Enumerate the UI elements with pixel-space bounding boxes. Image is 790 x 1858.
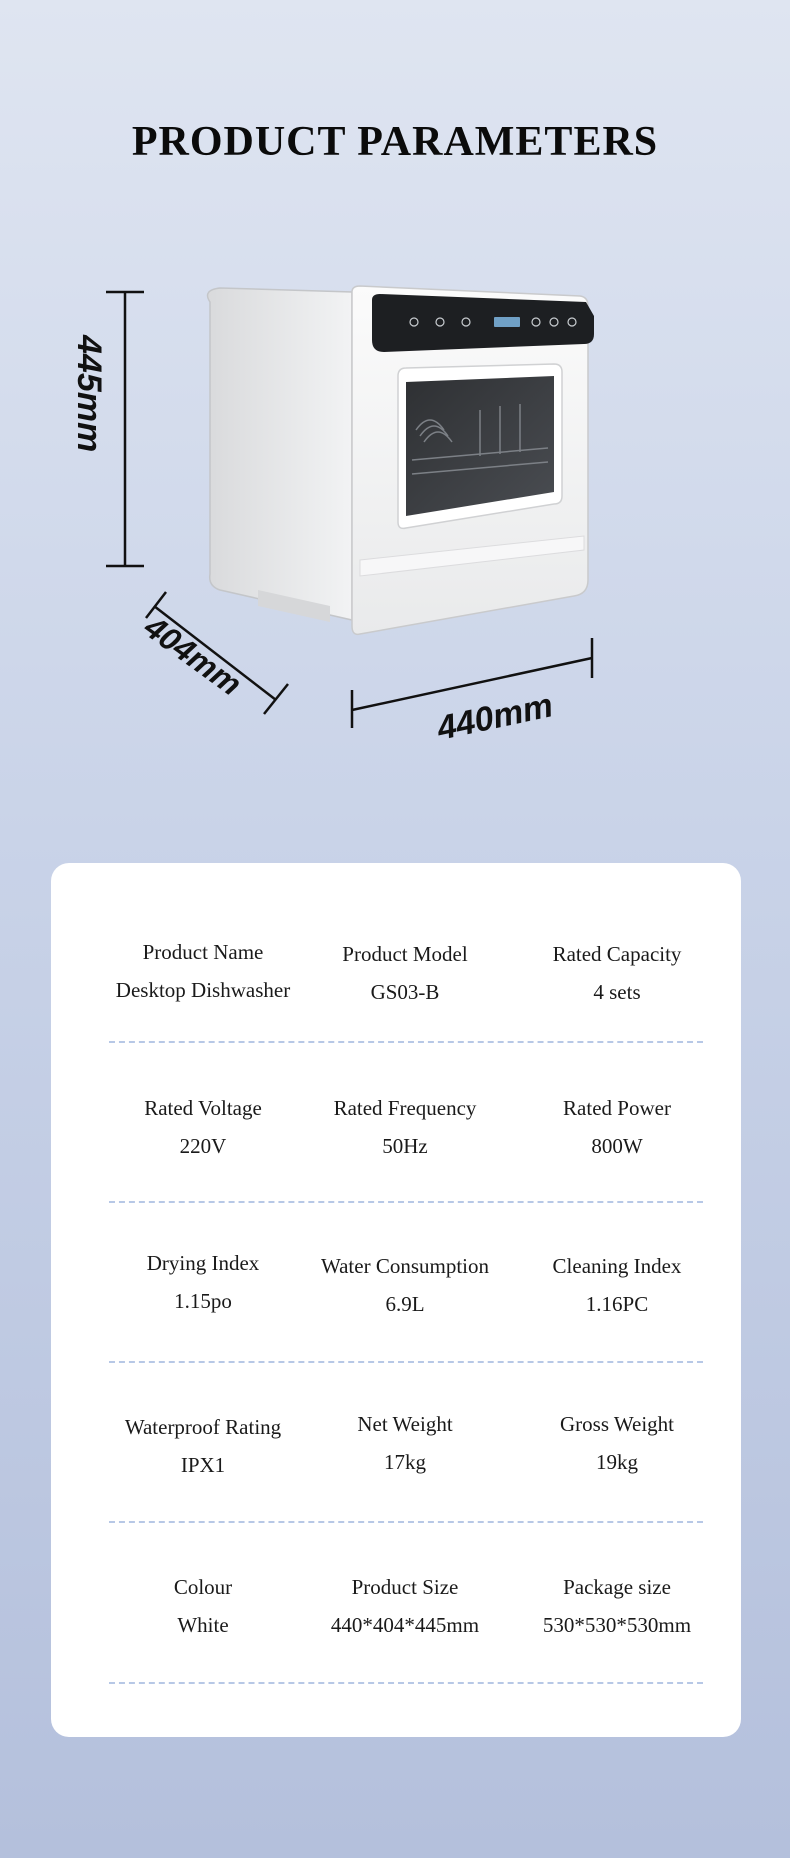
parameters-row [51, 933, 741, 1063]
param-value: 530*530*530mm [542, 1613, 692, 1637]
row-divider [109, 1521, 703, 1523]
parameters-row [51, 1568, 741, 1698]
param-net-weight [300, 1405, 510, 1481]
param-value: 19kg [596, 1450, 638, 1474]
param-waterproof-rating [98, 1408, 308, 1484]
param-cleaning-index [512, 1247, 722, 1323]
depth-dimension-label: 404mm [137, 608, 249, 703]
param-value: IPX1 [180, 1453, 226, 1477]
param-label: Rated Frequency [333, 1096, 477, 1120]
row-divider [109, 1682, 703, 1684]
param-value: GS03-B [370, 980, 440, 1004]
parameters-card [51, 863, 741, 1737]
param-value: Desktop Dishwasher [115, 978, 291, 1002]
param-label: Rated Power [563, 1096, 671, 1120]
param-value: 440*404*445mm [330, 1613, 480, 1637]
param-value: 800W [591, 1134, 643, 1158]
param-rated-voltage [98, 1089, 308, 1165]
dishwasher-illustration [60, 260, 740, 780]
param-label: Waterproof Rating [124, 1415, 282, 1439]
param-product-name [98, 933, 308, 1009]
param-label: Rated Voltage [144, 1096, 262, 1120]
row-divider [109, 1041, 703, 1043]
parameters-row [51, 1244, 741, 1374]
width-dimension-label: 440mm [433, 686, 557, 748]
param-label: Package size [563, 1575, 671, 1599]
param-rated-frequency [300, 1089, 510, 1165]
parameters-row [51, 1405, 741, 1535]
param-value: 50Hz [382, 1134, 428, 1158]
param-label: Net Weight [357, 1412, 453, 1436]
row-divider [109, 1361, 703, 1363]
param-value: 17kg [384, 1450, 426, 1474]
row-divider [109, 1201, 703, 1203]
param-product-size [300, 1568, 510, 1644]
param-colour [98, 1568, 308, 1644]
param-value: 1.15po [174, 1289, 232, 1313]
param-gross-weight [512, 1405, 722, 1481]
param-value: 220V [179, 1134, 227, 1158]
parameters-row [51, 1089, 741, 1219]
param-label: Water Consumption [320, 1254, 490, 1278]
param-label: Product Model [342, 942, 468, 966]
param-rated-power [512, 1089, 722, 1165]
param-rated-capacity [512, 935, 722, 1011]
page-title: PRODUCT PARAMETERS [131, 119, 659, 165]
param-package-size [512, 1568, 722, 1644]
param-value: 6.9L [385, 1292, 425, 1316]
param-water-consumption [300, 1247, 510, 1323]
param-value: White [177, 1613, 229, 1637]
height-dimension-label: 445mm [70, 335, 108, 453]
param-label: Gross Weight [559, 1412, 674, 1436]
param-product-model [300, 935, 510, 1011]
param-label: Cleaning Index [552, 1254, 682, 1278]
param-label: Rated Capacity [552, 942, 682, 966]
param-drying-index [98, 1244, 308, 1320]
param-label: Drying Index [146, 1251, 260, 1275]
param-value: 1.16PC [585, 1292, 649, 1316]
param-label: Colour [173, 1575, 233, 1599]
param-label: Product Size [351, 1575, 459, 1599]
dishwasher-product-image [60, 260, 740, 780]
param-label: Product Name [142, 940, 264, 964]
param-value: 4 sets [593, 980, 641, 1004]
